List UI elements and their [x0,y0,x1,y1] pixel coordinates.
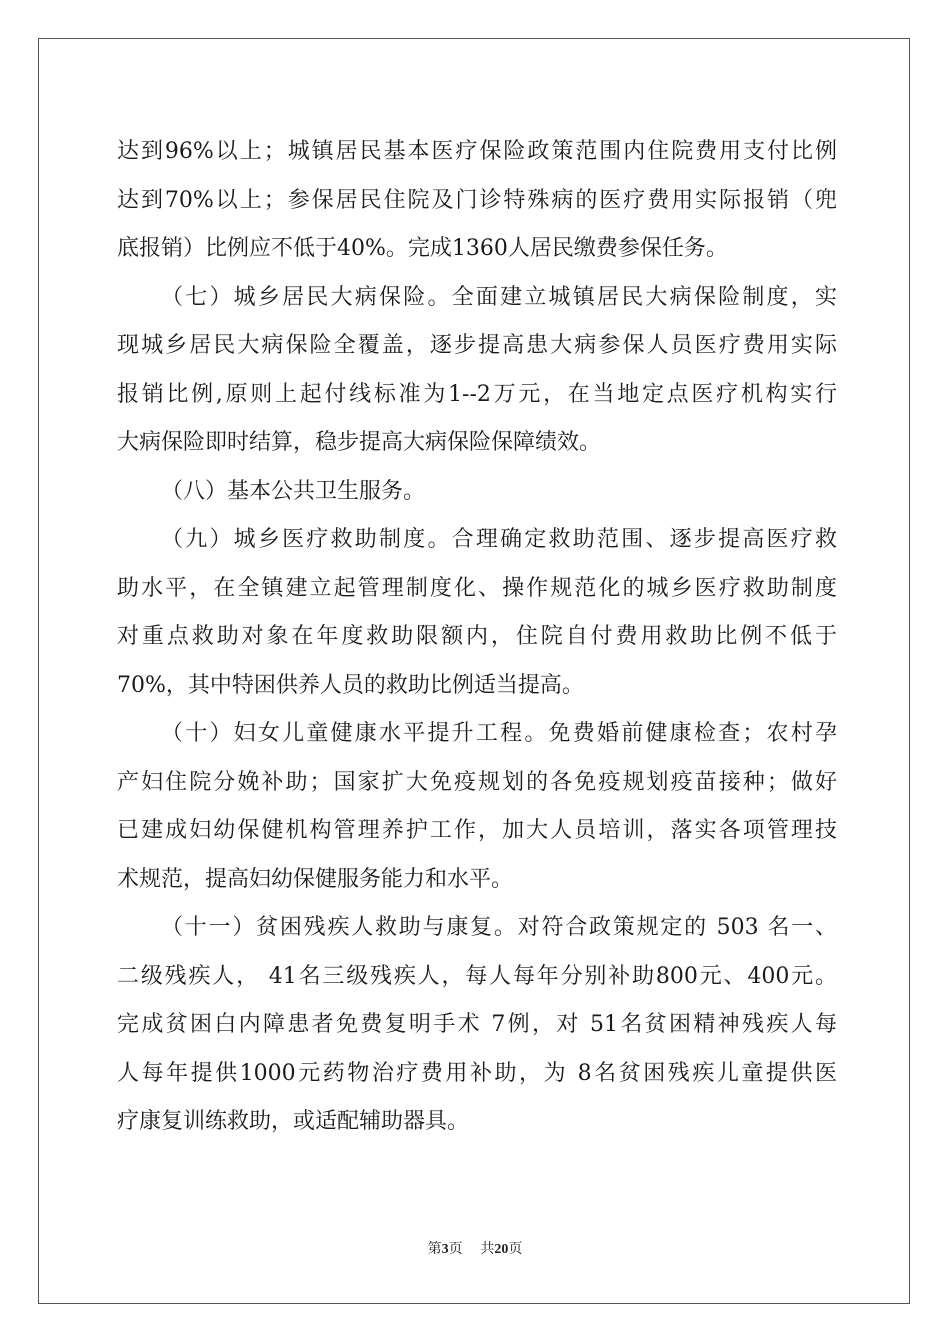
page-prefix: 第 [427,1241,442,1257]
text-line: 达到70%以上；参保居民住院及门诊特殊病的医疗费用实际报销（兜 [117,187,837,213]
paragraph [117,468,837,517]
text-line: （十）妇女儿童健康水平提升工程。免费婚前健康检查；农村孕 [161,721,837,746]
text-line: 完成贫困白内障患者免费复明手术 7例，对 51名贫困精神残疾人每 [117,1012,837,1037]
text-line: 对重点救助对象在年度救助限额内，住院自付费用救助比例不低于 [117,624,837,649]
page-number: 3 [441,1242,449,1257]
total-prefix: 共 [480,1241,495,1257]
page-suffix: 页 [448,1241,463,1257]
text-line: （七）城乡居民大病保险。全面建立城镇居民大病保险制度，实 [161,284,837,310]
text-line: （九）城乡医疗救助制度。合理确定救助范围、逐步提高医疗救 [161,527,837,552]
paragraph [117,274,837,468]
total-pages: 20 [494,1242,509,1257]
text-line: （十一）贫困残疾人救助与康复。对符合政策规定的 503 名一、 [161,915,837,940]
paragraph [117,710,837,904]
paragraph [117,516,837,710]
text-line: 报销比例,原则上起付线标准为1--2万元，在当地定点医疗机构实行 [117,381,837,407]
text-line: （八）基本公共卫生服务。 [161,478,426,504]
text-line: 二级残疾人， 41名三级残疾人，每人每年分别补助800元、400元。 [117,963,837,989]
text-line: 产妇住院分娩补助；国家扩大免疫规划的各免疫规划疫苗接种；做好 [117,769,837,795]
document-body [117,128,837,1147]
paragraph [117,128,837,274]
text-line: 底报销）比例应不低于40%。完成1360人居民缴费参保任务。 [117,236,728,261]
text-line: 达到96%以上；城镇居民基本医疗保险政策范围内住院费用支付比例 [117,139,837,164]
paragraph [117,904,837,1147]
page-footer [0,1238,950,1258]
text-line: 术规范，提高妇幼保健服务能力和水平。 [117,866,514,892]
text-line: 人每年提供1000元药物治疗费用补助，为 8名贫困残疾儿童提供医 [117,1060,837,1086]
text-line: 现城乡居民大病保险全覆盖，逐步提高患大病参保人员医疗费用实际 [117,333,837,358]
text-line: 助水平，在全镇建立起管理制度化、操作规范化的城乡医疗救助制度 [117,575,837,601]
text-line: 已建成妇幼保健机构管理养护工作，加大人员培训，落实各项管理技 [117,818,837,843]
text-line: 70%，其中特困供养人员的救助比例适当提高。 [117,672,584,698]
total-suffix: 页 [508,1241,523,1257]
text-line: 疗康复训练救助，或适配辅助器具。 [117,1109,470,1134]
text-line: 大病保险即时结算，稳步提高大病保险保障绩效。 [117,430,602,455]
